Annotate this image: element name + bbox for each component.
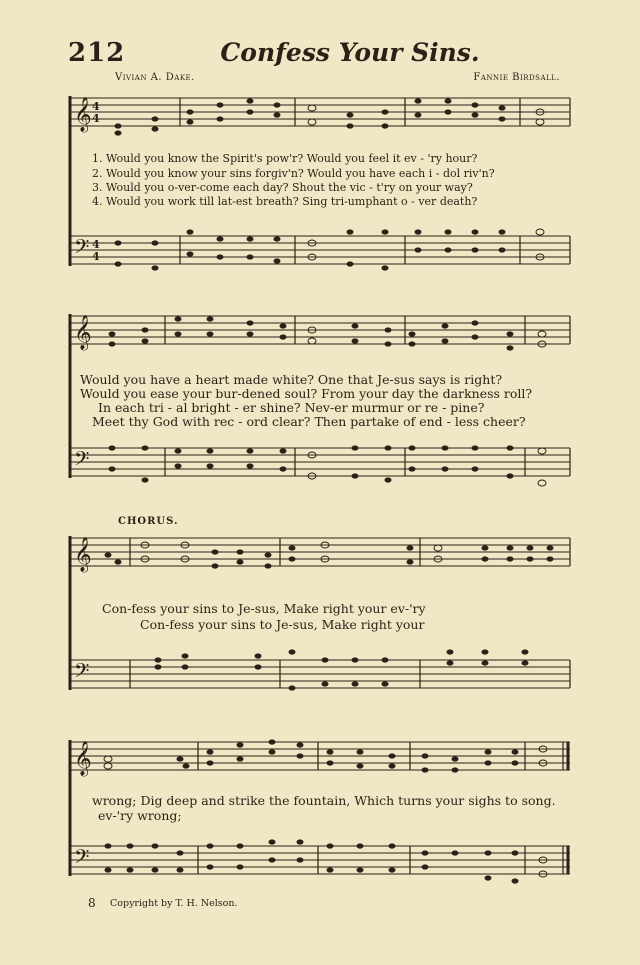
verse-3-line-1: 3. Would you o-ver-come each day? Shout the vic - t'ry on your way? [92,181,473,194]
page-mark: 8 [88,896,96,910]
bass-clef-icon: 𝄢 [74,845,90,873]
treble-clef-icon: 𝄞 [74,97,92,132]
copyright-notice: Copyright by T. H. Nelson. [110,898,238,909]
bass-clef-icon: 𝄢 [74,235,90,263]
treble-clef-icon: 𝄞 [74,537,92,572]
hymn-title: Confess Your Sins. [220,38,480,67]
svg-text:4: 4 [92,112,100,125]
svg-text:4: 4 [92,238,100,251]
svg-text:4: 4 [92,250,100,263]
hymn-number: 212 [68,38,126,68]
svg-text:4: 4 [92,100,100,113]
treble-staff-4 [70,742,570,770]
chorus-lyric-line-1: Con-fess your sins to Je-sus, Make right your ev-'ry [102,601,426,616]
bass-clef-icon: 𝄢 [74,659,90,687]
verse-1-line-1: 1. Would you know the Spirit's pow'r? Would you feel it ev - 'ry hour? [92,152,478,165]
chorus-lyric-line-2: Con-fess your sins to Je-sus, Make right your [140,617,425,632]
section4-lyric-line-1: wrong; Dig deep and strike the fountain, Which turns your sighs to song. [92,793,556,808]
verse-2-line-1: 2. Would you know your sins forgiv'n? Would you have each i - dol riv'n? [92,167,495,180]
section4-lyric-line-2: ev-'ry wrong; [98,808,182,823]
lyricist-credit: Vivian A. Dake. [115,72,195,83]
bass-staff-4 [70,846,570,874]
verse-2-line-2: Would you ease your bur-dened soul? From your day the darkness roll? [80,386,533,401]
chorus-label: CHORUS. [118,516,179,527]
bass-clef-icon: 𝄢 [74,447,90,475]
verse-4-line-1: 4. Would you work till lat-est breath? Sing tri-umphant o - ver death? [92,195,478,208]
verse-1-line-2: Would you have a heart made white? One that Je-sus says is right? [80,372,503,387]
treble-clef-icon: 𝄞 [74,741,92,776]
verse-4-line-2: Meet thy God with rec - ord clear? Then partake of end - less cheer? [92,414,526,429]
treble-clef-icon: 𝄞 [74,315,92,350]
composer-credit: Fannie Birdsall. [473,72,560,83]
verse-3-line-2: In each tri - al bright - er shine? Nev-er murmur or re - pine? [98,400,485,415]
